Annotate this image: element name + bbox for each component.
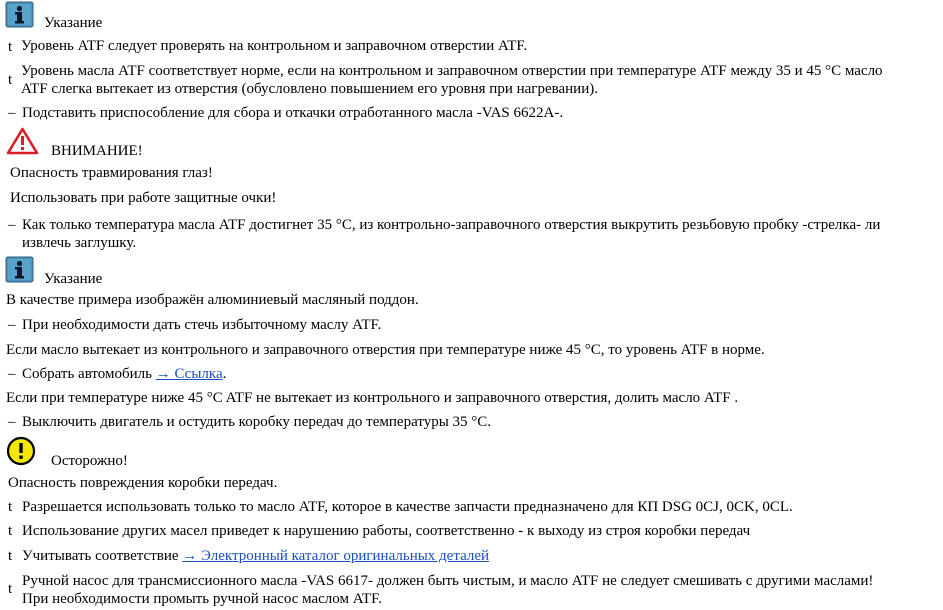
caution-item-continued: При необходимости промыть ручной насос маслом ATF.	[22, 591, 382, 607]
dash-marker: –	[8, 317, 16, 333]
step-label: Собрать автомобиль	[22, 366, 152, 382]
step-text: При необходимости дать стечь избыточному маслу ATF.	[22, 317, 382, 333]
step-text: Подставить приспособление для сбора и откачки отработанного масла -VAS 6622A-.	[22, 105, 564, 121]
note-text: В качестве примера изображён алюминиевый масляный поддон.	[6, 292, 419, 308]
warning-text: Использовать при работе защитные очки!	[10, 190, 277, 206]
note-item-continued: ATF слегка вытекает из отверстия (обусловлено повышением его уровня при нагревании).	[21, 81, 598, 97]
caution-item: Разрешается использовать только то масло ATF, которое в качестве запчасти предназначено для КП DSG 0CJ, 0CK, 0CL.	[22, 499, 793, 515]
paragraph: Если масло вытекает из контрольного и заправочного отверстия при температуре ниже 45 °C, то уровень ATF в норме.	[6, 342, 765, 358]
step-punct: .	[222, 366, 227, 382]
bullet-marker: t	[8, 72, 13, 88]
bullet-marker: t	[8, 548, 13, 564]
caution-item: Ручной насос для трансмиссионного масла -VAS 6617- должен быть чистым, и масло ATF не следует смешивать с другими маслами!	[22, 573, 874, 589]
note-title: Указание	[44, 271, 103, 287]
warning-text: Опасность травмирования глаз!	[10, 165, 213, 181]
catalog-link[interactable]: → Электронный каталог оригинальных деталей	[182, 548, 490, 564]
caution-text: Опасность повреждения коробки передач.	[8, 475, 278, 491]
caution-item: Использование других масел приведет к нарушению работы, соответственно - к выходу из строя коробки передач	[22, 523, 751, 539]
info-icon	[5, 256, 34, 283]
step-text	[22, 365, 226, 383]
note-title: Указание	[44, 15, 103, 31]
caution-item-label: Учитывать соответствие	[22, 548, 179, 564]
dash-marker: –	[8, 105, 16, 121]
dash-marker: –	[8, 217, 16, 233]
paragraph: Если при температуре ниже 45 °C ATF не вытекает из контрольного и заправочного отверстия, долить масло ATF .	[6, 390, 739, 406]
reference-link[interactable]: → Ссылка	[155, 366, 223, 382]
bullet-marker: t	[8, 499, 13, 515]
bullet-marker: t	[8, 581, 13, 597]
caution-icon	[6, 436, 36, 466]
dash-marker: –	[8, 414, 16, 430]
caution-item	[22, 547, 489, 565]
bullet-marker: t	[8, 39, 13, 55]
bullet-marker: t	[8, 523, 13, 539]
step-text-continued: извлечь заглушку.	[22, 235, 137, 251]
note-item: Уровень масла ATF соответствует норме, если на контрольном и заправочном отверстии при температуре ATF между 35 и 45 °C масло	[21, 63, 883, 79]
note-item: Уровень ATF следует проверять на контрольном и заправочном отверстии ATF.	[21, 38, 528, 54]
warning-icon	[6, 127, 39, 155]
info-icon	[5, 1, 34, 28]
warning-title: ВНИМАНИЕ!	[51, 143, 143, 159]
step-text: Как только температура масла ATF достигнет 35 °C, из контрольно-заправочного отверстия выкрутить резьбовую пробку -стрелка- ли	[22, 217, 881, 233]
dash-marker: –	[8, 366, 16, 382]
caution-title: Осторожно!	[51, 453, 128, 469]
step-text: Выключить двигатель и остудить коробку передач до температуры 35 °C.	[22, 414, 492, 430]
